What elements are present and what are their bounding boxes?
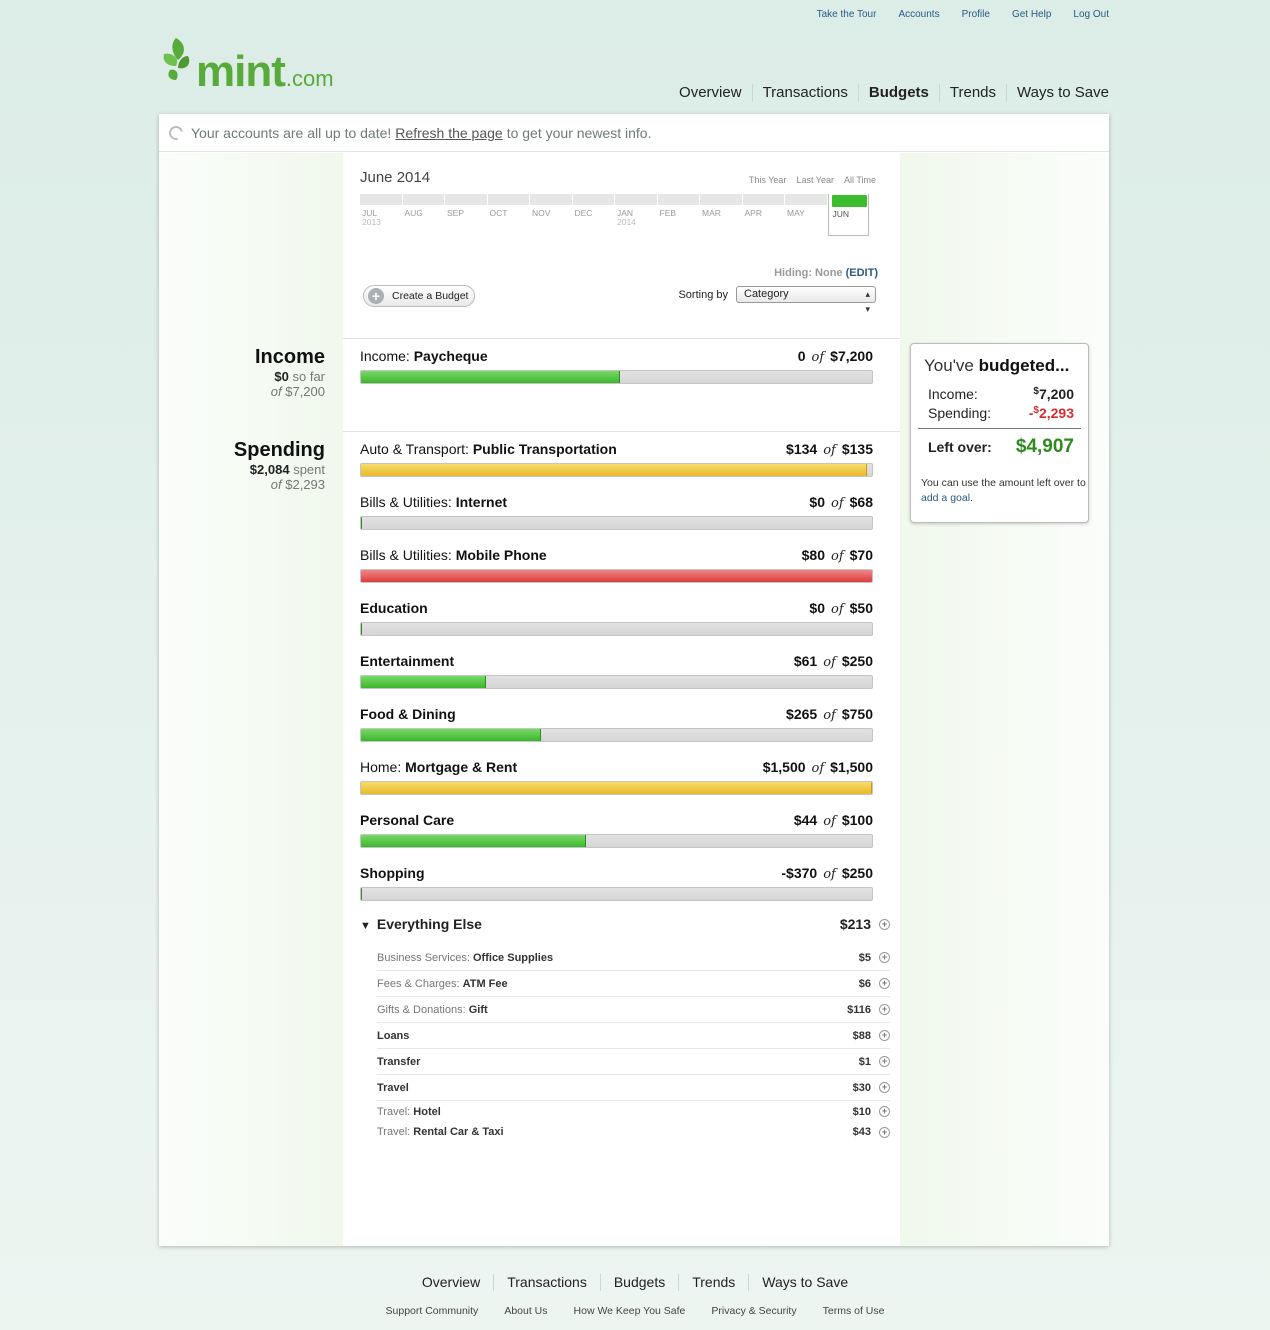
- budget-row-header: [360, 600, 873, 618]
- summary-note: You can use the amount left over to add a goal.: [921, 477, 1086, 504]
- left-column: [159, 153, 343, 1246]
- budget-name: [360, 653, 454, 671]
- budget-row[interactable]: [360, 812, 873, 848]
- sort-value: Category: [744, 288, 789, 300]
- summary-divider: [918, 428, 1081, 429]
- else-item-name: Transfer: [377, 1055, 421, 1068]
- nav-transactions[interactable]: Transactions: [752, 84, 858, 102]
- else-item-amount: $10: [852, 1105, 871, 1118]
- else-item-label: [377, 1126, 504, 1138]
- budget-category-name: Public Transportation: [472, 441, 617, 457]
- budget-amount: [794, 653, 873, 671]
- everything-else-item[interactable]: [377, 1023, 890, 1049]
- budget-of: of: [823, 655, 836, 670]
- everything-else-header[interactable]: [360, 916, 890, 932]
- budget-progress-fill: [361, 517, 362, 529]
- top-link-tour[interactable]: Take the Tour: [816, 9, 877, 20]
- footer-nav-transactions[interactable]: Transactions: [493, 1274, 600, 1291]
- budget-progress-fill: [361, 782, 872, 794]
- month-oct[interactable]: [488, 194, 530, 234]
- month-label: MAR: [702, 208, 721, 218]
- budget-category-name: Entertainment: [360, 653, 455, 669]
- budget-limit: $68: [849, 494, 873, 510]
- budget-spent: $0: [809, 494, 825, 510]
- budget-progress-fill: [361, 729, 541, 741]
- footer-link-terms[interactable]: Terms of Use: [822, 1305, 885, 1317]
- summary-leftover-row: Left over: $4,907: [928, 436, 1074, 457]
- footer-nav-budgets[interactable]: Budgets: [600, 1274, 678, 1291]
- plus-icon: +: [368, 288, 384, 304]
- month-label: APR: [744, 208, 762, 218]
- top-link-profile[interactable]: Profile: [961, 9, 990, 20]
- month-sep[interactable]: [445, 194, 487, 234]
- else-item-prefix: Fees & Charges:: [377, 977, 460, 990]
- logo-word: mint: [196, 47, 285, 96]
- add-circle-icon[interactable]: +: [879, 1004, 890, 1015]
- budget-of: of: [831, 496, 844, 511]
- month-nov[interactable]: [530, 194, 572, 234]
- budget-category-name: Internet: [455, 494, 508, 510]
- divider: [343, 431, 900, 432]
- add-circle-icon[interactable]: +: [879, 1082, 890, 1093]
- budget-of: of: [811, 761, 825, 776]
- summary-spending-row: Spending: -$2,293: [928, 405, 1074, 421]
- budget-spent: $265: [786, 706, 818, 722]
- sort-control: [678, 286, 876, 314]
- leaf-icon: [158, 34, 194, 94]
- else-item-label: [377, 1106, 441, 1118]
- add-circle-icon[interactable]: +: [879, 1127, 890, 1138]
- main-nav: [669, 84, 1109, 102]
- else-item-name: ATM Fee: [462, 977, 508, 990]
- spending-total: $2,293: [285, 477, 325, 492]
- else-item-amount: $30: [852, 1081, 871, 1094]
- budget-row-header: [360, 812, 873, 830]
- budget-row-header: [360, 547, 873, 565]
- budget-amount: [802, 547, 873, 565]
- mint-logo[interactable]: [158, 32, 334, 94]
- budget-progress-fill: [361, 371, 620, 383]
- else-item-label: [377, 1004, 488, 1016]
- budget-progress-fill: [361, 676, 486, 688]
- else-item-amount-wrap: [853, 1126, 890, 1138]
- month-label: OCT: [489, 208, 508, 218]
- budget-amount: [798, 348, 873, 366]
- budget-row[interactable]: [360, 600, 873, 636]
- budget-limit: $1,500: [830, 759, 873, 775]
- income-total: $7,200: [285, 384, 325, 399]
- spending-of: of: [270, 477, 282, 492]
- footer-link-privacy[interactable]: Privacy & Security: [711, 1305, 797, 1317]
- budget-of: of: [831, 549, 844, 564]
- add-circle-icon[interactable]: +: [879, 919, 890, 930]
- budget-name: [360, 812, 454, 830]
- add-circle-icon[interactable]: +: [879, 1030, 890, 1041]
- budget-limit: $50: [849, 600, 873, 616]
- budget-row[interactable]: [360, 547, 873, 583]
- status-bar: [159, 114, 1109, 152]
- else-item-name: Travel: [377, 1081, 409, 1094]
- summary-income-row: Income: $7,200: [928, 386, 1074, 402]
- else-item-prefix: Gifts & Donations:: [377, 1003, 466, 1016]
- budget-progress-track: [360, 781, 873, 795]
- budget-row[interactable]: [360, 653, 873, 689]
- add-circle-icon[interactable]: +: [879, 952, 890, 963]
- month-aug[interactable]: [403, 194, 445, 234]
- range-this-year[interactable]: This Year: [748, 175, 787, 185]
- month-feb[interactable]: [658, 194, 700, 234]
- budget-spent: 0: [797, 348, 806, 364]
- budget-spent: $44: [793, 812, 818, 828]
- else-item-amount: $116: [847, 1003, 871, 1016]
- income-of: of: [270, 384, 282, 399]
- footer-nav-overview[interactable]: Overview: [421, 1274, 481, 1290]
- budget-category-prefix: Income:: [360, 348, 410, 364]
- spending-amount: $2,084: [249, 462, 290, 477]
- top-links: [795, 9, 1109, 20]
- budget-amount: [781, 865, 873, 883]
- budget-row[interactable]: [360, 494, 873, 530]
- budget-row[interactable]: [360, 348, 873, 384]
- budget-spent: $80: [801, 547, 825, 563]
- budget-row-header: [360, 653, 873, 671]
- range-last-year[interactable]: Last Year: [796, 175, 834, 185]
- create-budget-label: Create a Budget: [392, 290, 469, 302]
- else-item-amount: $6: [858, 977, 871, 990]
- budget-name: [360, 547, 547, 565]
- collapse-triangle-icon[interactable]: ▼: [360, 920, 371, 932]
- budget-row-header: [360, 441, 873, 459]
- income-amount: $0: [274, 369, 289, 384]
- budget-progress-track: [360, 569, 873, 583]
- budget-of: of: [823, 708, 836, 723]
- else-item-label: [377, 1030, 409, 1042]
- budget-category-name: Shopping: [360, 865, 425, 881]
- budget-category-name: Education: [360, 600, 428, 616]
- budget-name: [360, 494, 507, 512]
- else-item-name: Hotel: [413, 1105, 441, 1118]
- month-title: June 2014: [360, 169, 431, 186]
- budget-category-prefix: Home:: [360, 759, 402, 775]
- else-item-name: Loans: [377, 1029, 410, 1042]
- else-item-amount: $5: [858, 951, 871, 964]
- else-item-amount: $43: [852, 1126, 871, 1138]
- budget-category-name: Mobile Phone: [455, 547, 547, 563]
- else-item-name: Gift: [468, 1003, 488, 1016]
- else-item-label: [377, 978, 508, 990]
- budget-progress-track: [360, 834, 873, 848]
- everything-else-item[interactable]: [377, 1101, 890, 1122]
- everything-else-item[interactable]: [377, 1049, 890, 1075]
- budget-amount: [786, 441, 873, 459]
- spending-title: Spending: [233, 439, 325, 461]
- budget-row[interactable]: [360, 441, 873, 477]
- else-item-label: [377, 952, 553, 964]
- budget-of: of: [811, 350, 825, 365]
- budget-progress-track: [360, 370, 873, 384]
- month-jul[interactable]: [360, 194, 402, 234]
- budget-limit: $135: [841, 441, 873, 457]
- everything-else-item[interactable]: [377, 997, 890, 1023]
- month-label: NOV: [532, 208, 551, 218]
- else-item-label: [377, 1082, 409, 1094]
- month-label: JUL: [362, 208, 378, 218]
- income-title: Income: [254, 346, 325, 368]
- budget-progress-track: [360, 516, 873, 530]
- month-jun[interactable]: [828, 194, 870, 236]
- month-label: FEB: [659, 208, 677, 218]
- month-apr[interactable]: [743, 194, 785, 234]
- top-link-logout[interactable]: Log Out: [1073, 9, 1109, 20]
- budget-of: of: [823, 867, 836, 882]
- month-jan[interactable]: [615, 194, 657, 234]
- budget-progress-fill: [361, 464, 867, 476]
- else-item-prefix: Travel:: [377, 1105, 411, 1118]
- everything-else-item[interactable]: [377, 1075, 890, 1101]
- budget-spent: $61: [793, 653, 818, 669]
- month-may[interactable]: [785, 194, 827, 234]
- sort-select[interactable]: [736, 286, 876, 314]
- month-selected-bar: [832, 195, 868, 207]
- footer-link-about[interactable]: About Us: [504, 1305, 548, 1317]
- budget-category-prefix: Auto & Transport:: [360, 441, 469, 457]
- budget-limit: $7,200: [830, 348, 873, 364]
- budget-name: [360, 865, 425, 883]
- else-item-amount-wrap: [853, 1082, 890, 1094]
- footer-nav-ways-to-save[interactable]: Ways to Save: [748, 1274, 861, 1291]
- month-mar[interactable]: [700, 194, 742, 234]
- budget-name: [360, 706, 456, 724]
- budget-limit: $250: [841, 653, 873, 669]
- add-goal-link[interactable]: add a goal: [921, 492, 971, 504]
- month-label: MAY: [787, 208, 805, 218]
- budget-column: [343, 153, 900, 1246]
- everything-else-total: $213: [839, 916, 871, 932]
- footer-nav: [0, 1274, 1270, 1291]
- logo-suffix: .com: [285, 66, 334, 91]
- budget-progress-fill: [361, 888, 362, 900]
- sort-label: Sorting by: [678, 288, 728, 301]
- everything-else-list: [377, 945, 890, 1142]
- else-item-amount-wrap: [853, 1106, 890, 1118]
- else-item-name: Rental Car & Taxi: [413, 1126, 504, 1138]
- add-circle-icon[interactable]: +: [879, 1056, 890, 1067]
- budget-spent: -$370: [781, 865, 818, 881]
- month-year: 2013: [362, 217, 381, 227]
- edit-hiding-link[interactable]: (EDIT): [845, 267, 878, 279]
- else-item-amount-wrap: [847, 1004, 890, 1016]
- month-year: 2014: [617, 217, 636, 227]
- else-item-amount: $88: [852, 1029, 871, 1042]
- month-label: SEP: [447, 208, 465, 218]
- budget-progress-track: [360, 463, 873, 477]
- nav-ways-to-save[interactable]: Ways to Save: [1006, 84, 1109, 102]
- main-panel: [159, 114, 1109, 1246]
- budget-limit: $750: [841, 706, 873, 722]
- income-amount-suffix: so far: [292, 369, 325, 384]
- everything-else-title: Everything Else: [376, 916, 482, 932]
- budget-name: [360, 759, 517, 777]
- else-item-prefix: Travel:: [377, 1126, 411, 1138]
- footer-links: [0, 1305, 1270, 1317]
- refresh-link[interactable]: Refresh the page: [395, 124, 503, 141]
- budget-name: [360, 348, 488, 366]
- refresh-icon: [166, 123, 185, 142]
- spending-amount-suffix: spent: [293, 462, 325, 477]
- budget-name: [360, 441, 617, 459]
- footer-link-support[interactable]: Support Community: [385, 1305, 479, 1317]
- everything-else-item[interactable]: [377, 971, 890, 997]
- everything-else-item[interactable]: [377, 1122, 890, 1142]
- budget-amount: [763, 759, 873, 777]
- else-item-amount-wrap: [859, 1056, 890, 1068]
- else-item-prefix: Business Services:: [377, 951, 470, 964]
- everything-else-item[interactable]: [377, 945, 890, 971]
- budget-limit: $250: [841, 865, 873, 881]
- budget-of: of: [823, 814, 836, 829]
- budget-of: of: [831, 602, 844, 617]
- budget-category-name: Mortgage & Rent: [405, 759, 518, 775]
- create-budget-button[interactable]: [363, 285, 475, 307]
- footer-link-safe[interactable]: How We Keep You Safe: [573, 1305, 686, 1317]
- summary-title: You've budgeted...: [924, 356, 1070, 375]
- month-dec[interactable]: [573, 194, 615, 234]
- budget-amount: [809, 494, 873, 512]
- month-label: AUG: [404, 208, 423, 218]
- budget-category-prefix: Bills & Utilities:: [360, 547, 452, 563]
- select-arrows-icon: ▴ ▾: [865, 289, 870, 314]
- budget-row[interactable]: [360, 759, 873, 795]
- budget-progress-track: [360, 622, 873, 636]
- budget-limit: $70: [849, 547, 873, 563]
- divider: [343, 338, 900, 339]
- budget-category-name: Paycheque: [413, 348, 488, 364]
- budget-progress-fill: [361, 570, 872, 582]
- nav-budgets[interactable]: Budgets: [858, 84, 939, 102]
- budget-name: [360, 600, 428, 618]
- add-circle-icon[interactable]: +: [879, 1106, 890, 1117]
- budget-spent: $0: [809, 600, 825, 616]
- top-link-accounts[interactable]: Accounts: [898, 9, 940, 20]
- else-item-amount-wrap: [853, 1030, 890, 1042]
- budget-row-header: [360, 706, 873, 724]
- else-item-name: Office Supplies: [473, 951, 554, 964]
- budget-amount: [809, 600, 873, 618]
- hiding-status: [774, 267, 878, 279]
- budget-progress-fill: [361, 623, 362, 635]
- budget-category-prefix: Bills & Utilities:: [360, 494, 452, 510]
- range-all-time[interactable]: All Time: [843, 175, 876, 185]
- budget-spent: $134: [786, 441, 818, 457]
- else-item-amount: $1: [858, 1055, 871, 1068]
- budget-row-header: [360, 348, 873, 366]
- month-label: DEC: [574, 208, 593, 218]
- spending-summary: [234, 439, 325, 492]
- budget-row[interactable]: [360, 706, 873, 742]
- budget-row-header: [360, 759, 873, 777]
- month-label: JUN: [832, 209, 850, 219]
- income-summary: [255, 346, 325, 399]
- range-links: [749, 175, 876, 185]
- budget-row-header: [360, 865, 873, 883]
- else-item-label: [377, 1056, 420, 1068]
- top-link-help[interactable]: Get Help: [1011, 9, 1052, 20]
- right-column: [900, 153, 1109, 1246]
- budget-summary-box: [910, 343, 1089, 523]
- budget-category-name: Food & Dining: [360, 706, 456, 722]
- budget-category-name: Personal Care: [360, 812, 455, 828]
- budget-limit: $100: [841, 812, 873, 828]
- else-item-amount-wrap: [859, 978, 890, 990]
- status-prefix: Your accounts are all up to date!: [191, 124, 392, 141]
- budget-progress-track: [360, 675, 873, 689]
- nav-overview[interactable]: Overview: [679, 84, 742, 101]
- budget-row-header: [360, 494, 873, 512]
- budget-progress-track: [360, 728, 873, 742]
- budget-spent: $1,500: [762, 759, 806, 775]
- add-circle-icon[interactable]: +: [879, 978, 890, 989]
- budget-amount: [794, 812, 873, 830]
- nav-trends[interactable]: Trends: [939, 84, 1006, 102]
- footer-nav-trends[interactable]: Trends: [678, 1274, 748, 1291]
- month-label: JAN: [617, 208, 634, 218]
- budget-progress-track: [360, 887, 873, 901]
- status-suffix: to get your newest info.: [506, 124, 652, 141]
- month-timeline: [360, 194, 870, 236]
- budget-progress-fill: [361, 835, 586, 847]
- budget-of: of: [823, 443, 836, 458]
- budget-amount: [786, 706, 873, 724]
- else-item-amount-wrap: [859, 952, 890, 964]
- budget-row[interactable]: [360, 865, 873, 901]
- hiding-label: Hiding: None: [774, 267, 843, 279]
